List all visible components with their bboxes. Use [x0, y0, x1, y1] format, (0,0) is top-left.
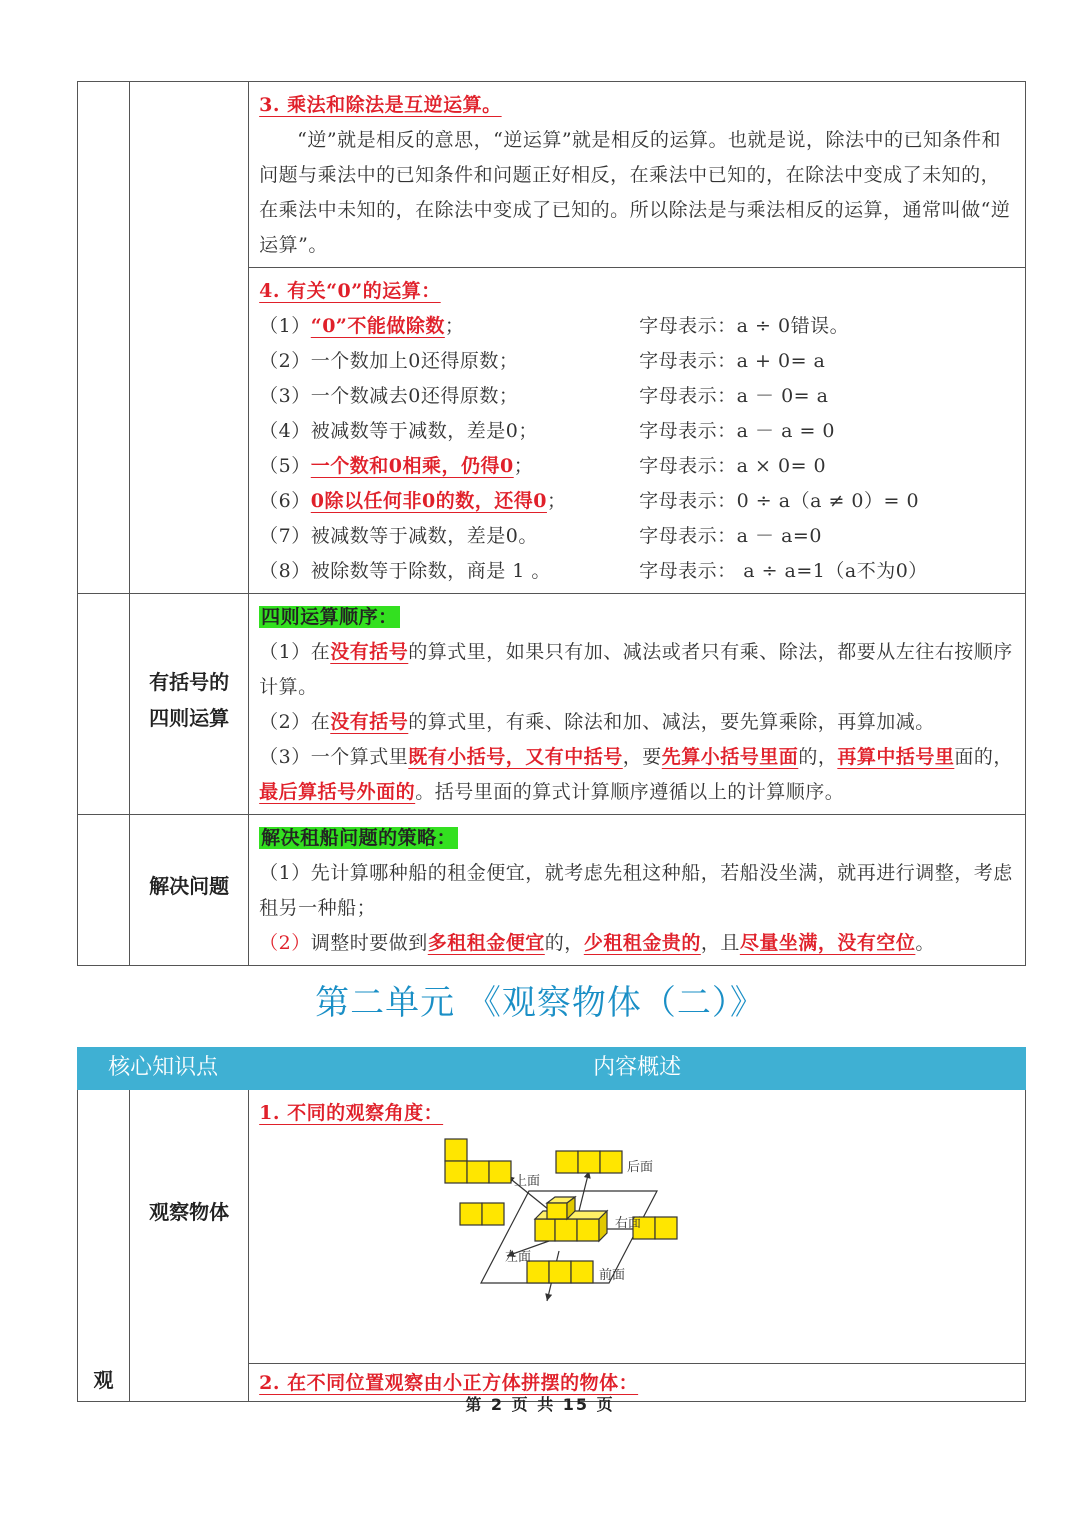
knowledge-table-2 [77, 1047, 1026, 1402]
observe-cell [249, 1090, 1026, 1364]
zero-rule-row [259, 554, 1017, 589]
order-p1: （1）在没有括号的算式里，如果只有加、减法或者只有乘、除法，都要从左往右按顺序计算。 [259, 641, 1013, 698]
zero-rule-row [259, 414, 1017, 449]
page-footer: 第 2 页 共 15 页 [465, 1395, 615, 1414]
section4-cell [249, 268, 1026, 594]
zero-rule-row [259, 519, 1017, 554]
unit2-left-cell [78, 1090, 130, 1402]
label-top: 上面 [514, 1174, 541, 1189]
zero-rule-text: （6）0除以任何非0的数，还得0； [259, 490, 567, 512]
header-col-core: 核心知识点 [78, 1048, 249, 1090]
boat-p2: （2）调整时要做到多租租金便宜的，少租租金贵的，且尽量坐满，没有空位。 [259, 932, 935, 954]
observe-heading-1: 1. 不同的观察角度： [259, 1102, 444, 1124]
top-view-squares [445, 1139, 511, 1183]
unit-cell-2 [78, 594, 130, 815]
cube-solid [535, 1197, 607, 1241]
section4-heading: 4. 有关“0”的运算： [259, 280, 441, 302]
order-heading: 四则运算顺序： [261, 606, 398, 628]
order-topic-cell [130, 594, 249, 815]
boat-p1: （1）先计算哪种船的租金便宜，就考虑先租这种船，若船没坐满，就再进行调整，考虑租另一种船； [259, 862, 1013, 919]
zero-rule-text: （8）被除数等于除数，商是 1 。 [259, 560, 551, 582]
zero-rule-text: （2）一个数加上0还得原数； [259, 350, 519, 372]
boat-topic: 解决问题 [149, 873, 230, 898]
section3-cell [249, 82, 1026, 268]
unit-cell [78, 82, 130, 594]
unit2-title: 第二单元 《观察物体（二）》 [315, 983, 765, 1023]
label-back: 后面 [627, 1160, 654, 1175]
zero-rule-row [259, 344, 1017, 379]
zero-rule-formula: 字母表示：0 ÷ a（a ≠ 0）= 0 [639, 490, 920, 512]
unit2-left-char: 观 [93, 1368, 114, 1392]
observe-heading-2: 2. 在不同位置观察由小正方体拼摆的物体： [259, 1372, 639, 1394]
zero-rule-formula: 字母表示：a － a=0 [639, 525, 822, 547]
topic-cell-empty [130, 82, 249, 594]
boat-heading: 解决租船问题的策略： [261, 827, 457, 849]
zero-rules-list [259, 309, 1017, 589]
zero-rule-text: （5）一个数和0相乘，仍得0； [259, 455, 534, 477]
knowledge-table-1 [77, 81, 1026, 966]
unit2-topic-cell [130, 1090, 249, 1402]
order-topic-line1: 有括号的 [149, 669, 230, 694]
zero-rule-formula: 字母表示：a － 0= a [639, 385, 829, 407]
zero-rule-formula: 字母表示：a ÷ 0错误。 [639, 315, 850, 337]
zero-rule-formula: 字母表示：a － a = 0 [639, 420, 835, 442]
zero-rule-text: （7）被减数等于减数，差是0。 [259, 525, 538, 547]
unit-cell-3 [78, 815, 130, 966]
zero-rule-row [259, 379, 1017, 414]
section3-heading: 3. 乘法和除法是互逆运算。 [259, 94, 502, 116]
boat-cell [249, 815, 1026, 966]
back-view-squares [556, 1151, 622, 1173]
order-p3: （3）一个算式里既有小括号，又有中括号，要先算小括号里面的，再算中括号里面的，最后算括号外面的。括号里面的算式计算顺序遵循以上的计算顺序。 [259, 746, 1013, 803]
boat-topic-cell [130, 815, 249, 966]
zero-rule-formula: 字母表示： a ÷ a=1（a不为0） [639, 560, 928, 582]
zero-rule-text: （1）“0”不能做除数； [259, 315, 465, 337]
zero-rule-text: （4）被减数等于减数，差是0； [259, 420, 538, 442]
unit2-topic: 观察物体 [149, 1200, 230, 1224]
label-left: 左面 [505, 1250, 532, 1265]
cube-views-diagram [249, 1131, 1025, 1363]
label-right: 右面 [615, 1216, 642, 1231]
label-front: 前面 [599, 1268, 626, 1283]
zero-rule-formula: 字母表示：a + 0= a [639, 350, 826, 372]
zero-rule-text: （3）一个数减去0还得原数； [259, 385, 519, 407]
order-p2: （2）在没有括号的算式里，有乘、除法和加、减法，要先算乘除，再算加减。 [259, 711, 935, 733]
front-view-squares [527, 1261, 593, 1283]
zero-rule-row [259, 449, 1017, 484]
zero-rule-row [259, 484, 1017, 519]
order-topic-line2: 四则运算 [149, 705, 230, 730]
left-view-squares [460, 1203, 504, 1225]
cube-views-svg [249, 1131, 1025, 1341]
header-col-content: 内容概述 [249, 1048, 1026, 1090]
zero-rule-row [259, 309, 1017, 344]
order-cell [249, 594, 1026, 815]
zero-rule-formula: 字母表示：a × 0= 0 [639, 455, 827, 477]
section3-body: “逆”就是相反的意思，“逆运算”就是相反的运算。也就是说，除法中的已知条件和问题与乘法中的已知条件和问题正好相反，在乘法中已知的，在除法中变成了未知的，在乘法中未知的，在除法中变成了已知的。所以除法是与乘法相反的运算，通常叫做“逆运算”。 [259, 129, 1011, 256]
